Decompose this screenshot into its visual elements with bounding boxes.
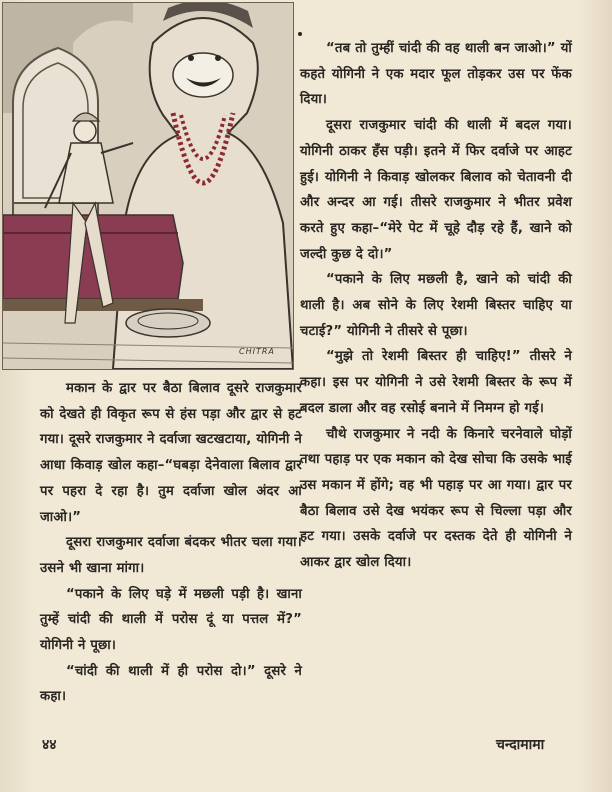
illustration-icon (3, 3, 293, 369)
left-text-column (40, 376, 302, 710)
paragraph: मकान के द्वार पर बैठा बिलाव दूसरे राजकुमार को देखते ही विकृत रूप से हंस पड़ा और द्वार से हट गया। दूसरे राजकुमार ने दर्वाजा खटखटाया, योगिनी ने आधा किवाड़ खोल कहा–“घबड़ा देनेवाला बिलाव द्वार पर पहरा दे रहा है। तुम दर्वाजा खोल अंदर आ जाओ।” (40, 381, 302, 525)
right-text-column (300, 36, 572, 576)
paragraph: “चांदी की थाली में ही परोस दो।” दूसरे ने कहा। (40, 663, 302, 705)
paragraph: “तब तो तुम्हीं चांदी की वह थाली बन जाओ।” यों कहते योगिनी ने एक मदार फूल तोड़कर उस पर फेंक दिया। (300, 41, 572, 108)
paragraph: “पकाने के लिए मछली है, खाने को चांदी की थाली है। अब सोने के लिए रेशमी बिस्तर चाहिए या चटाई?” योगिनी ने तीसरे से पूछा। (300, 272, 572, 339)
paragraph: चौथे राजकुमार ने नदी के किनारे चरनेवाले घोड़ों तथा पहाड़ पर एक मकान को देख सोचा कि उसके भाई उस मकान में होंगे; वह भी पहाड़ पर आ गया। द्वार पर बैठा बिलाव उसे देख भयंकर रूप से चिल्ला पड़ा और हट गया। उसके दर्वाजे पर दस्तक देते ही योगिनी ने आकर द्वार खोल दिया। (300, 426, 572, 571)
paragraph: दूसरा राजकुमार चांदी की थाली में बदल गया। योगिनी ठाकर हँस पड़ी। इतने में फिर दर्वाजे पर आहट हुई। योगिनी ने किवाड़ खोलकर बिलाव को चेतावनी दी और अन्दर आ गई। तीसरे राजकुमार ने भीतर प्रवेश करते हुए कहा–“मेरे पेट में चूहे दौड़ रहे हैं, खाने को जल्दी कुछ दे दो।” (300, 118, 572, 262)
paragraph: “मुझे तो रेशमी बिस्तर ही चाहिए!” तीसरे ने कहा। इस पर योगिनी ने उसे रेशमी बिस्तर के रूप में बदल डाला और वह रसोई बनाने में निमग्न हो गई। (300, 349, 572, 416)
magazine-name: चन्दामामा (496, 737, 545, 753)
page-number: ४४ (42, 737, 57, 753)
paragraph: दूसरा राजकुमार दर्वाजा बंदकर भीतर चला गया। उसने भी खाना मांगा। (40, 535, 302, 576)
paragraph: “पकाने के लिए घड़े में मछली पड़ी है। खाना तुम्हें चांदी की थाली में परोस दूं या पत्तल में?” योगिनी ने पूछा। (40, 586, 302, 654)
illustration-signature: CHITRA (239, 347, 275, 356)
story-illustration (2, 2, 294, 370)
